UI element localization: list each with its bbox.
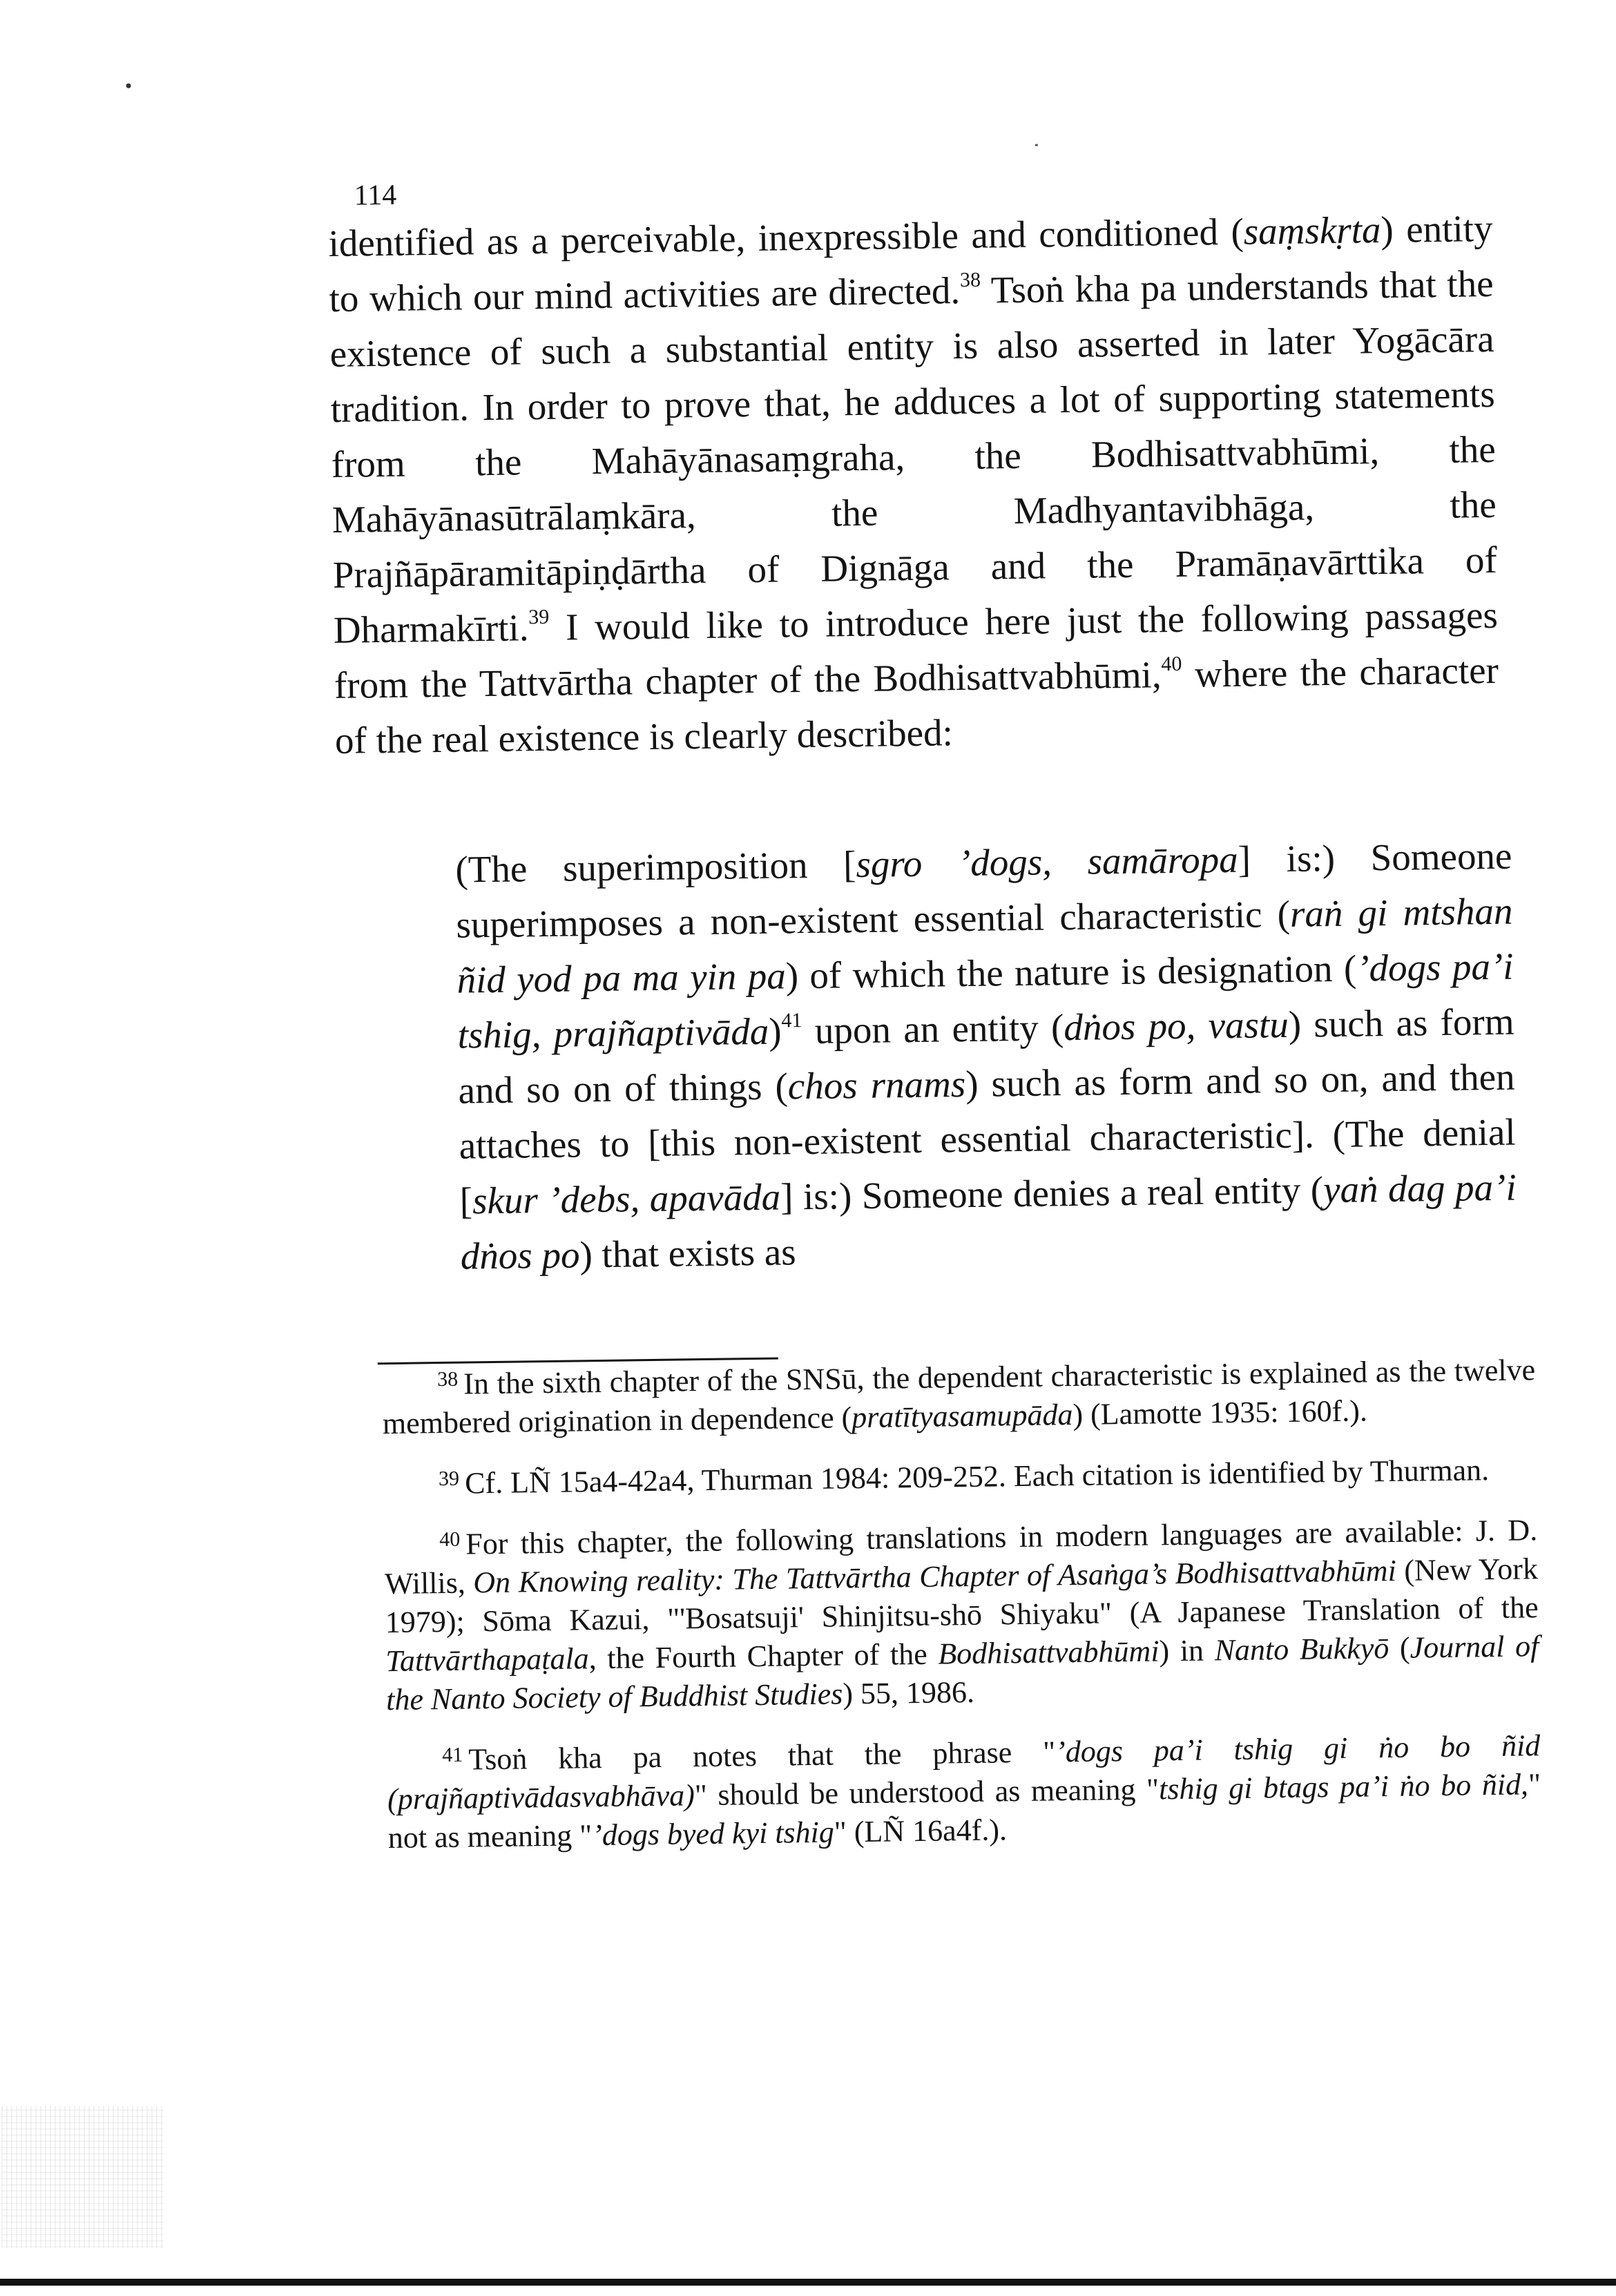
footnote-number: 39: [438, 1467, 460, 1491]
text-run: ) 55, 1986.: [842, 1675, 975, 1711]
text-run: , the Fourth Chapter of the: [588, 1637, 939, 1676]
italic-term: Journal of the Nanto Society of Buddhist Studies: [385, 1629, 1539, 1717]
text-run: (: [1388, 1630, 1410, 1666]
footnotes: [382, 1351, 1542, 1880]
text-run: Cf. LÑ 15a4-42a4, Thurman 1984: 209-252. Each citation is identified by Thurman.: [464, 1453, 1490, 1501]
text-run: Tsoṅ kha pa understands that the existence of such a substantial entity is also asserted in later Yogācāra tradition. In order to prove that, he adduces a lot of supporting statements from the Mahāyānasaṃgraha, the Bodhisattvabhūmi, the Mahāyānasūtrālaṃkāra, the Madhyantavibhāga, the Prajñāpāramitāpiṇḍārtha of Dignāga and the Pramāṇavārttika of Dharmakīrti.: [329, 262, 1498, 651]
italic-term: ’dogs byed kyi tshig: [591, 1815, 835, 1853]
text-run: (The superimposition [: [455, 843, 856, 891]
scan-speck: [126, 84, 131, 88]
text-run: ) such as form and so on, and then attaches to [this non-existent essential characteristic]. (The denial [: [459, 1055, 1516, 1222]
italic-term: yaṅ dag pa’i dṅos po: [460, 1166, 1517, 1277]
text-run: I would like to introduce here just the following passages from the Tattvārtha chapter of the Bodhisattvabhūmi,: [334, 593, 1499, 706]
italic-term: pratītyasamupāda: [851, 1398, 1073, 1435]
text-run: identified as a perceivable, inexpressible and conditioned (: [328, 210, 1244, 264]
italic-term: ’dogs pa’i tshig gi ṅo bo ñid (prajñaptivādasvabhāva): [387, 1728, 1541, 1817]
italic-term: Tattvārthapaṭala: [385, 1641, 590, 1679]
italic-term: ’dogs pa’i tshig, prajñaptivāda: [457, 945, 1514, 1057]
text-run: (New York 1979); Sōma Kazui, "'Bosatsuji' Shinjitsu-shō Shiyaku" (A Japanese Translation of the: [385, 1552, 1539, 1640]
italic-term: sgro ’dogs, samāropa: [856, 838, 1239, 886]
text-run: For this chapter, the following translations in modern languages are available: J. D. Willis,: [384, 1513, 1538, 1601]
italic-term: dṅos po, vastu: [1063, 1003, 1289, 1049]
italic-term: chos rnams: [787, 1063, 966, 1108]
footnote-40: [384, 1511, 1540, 1719]
text-run: ) (Lamotte 1935: 160f.).: [1072, 1393, 1368, 1432]
italic-term: saṃskṛta: [1243, 209, 1381, 253]
footnote-ref: 40: [1161, 652, 1182, 676]
footnote-39: [383, 1450, 1537, 1504]
text-run: where the character of the real existence is clearly described:: [334, 648, 1499, 762]
footnote-ref: 38: [959, 268, 981, 292]
text-run: ) such as form and so on of things (: [458, 1000, 1514, 1112]
text-run: ): [768, 1010, 782, 1052]
footnote-number: 41: [442, 1743, 463, 1767]
body-paragraph: [328, 201, 1499, 769]
italic-term: Bodhisattvabhūmi: [937, 1634, 1160, 1671]
text-run: ] is:) Someone denies a real entity (: [780, 1168, 1324, 1218]
scan-speck: [1035, 144, 1038, 146]
text-run: ) in: [1159, 1633, 1215, 1668]
footnote-number: 38: [436, 1367, 459, 1391]
scan-noise: [1, 2106, 164, 2248]
text-run: ] is:) Someone superimposes a non-existent essential characteristic (: [456, 834, 1512, 946]
footnote-ref: 41: [781, 1009, 802, 1032]
italic-term: Nanto Bukkyō: [1214, 1631, 1389, 1668]
italic-term: tshig gi btags pa’i ṅo bo ñid,: [1158, 1767, 1529, 1806]
italic-term: On Knowing reality: The Tattvārtha Chapter of Asaṅga’s Bodhisattvabhūmi: [473, 1553, 1397, 1600]
text-run: In the sixth chapter of the SNSū, the dependent characteristic is explained as the twelve membered origination in dependence (: [382, 1353, 1536, 1441]
footnote-text: [383, 1353, 1536, 1440]
text-run: " should be understood as meaning ": [694, 1772, 1160, 1813]
text-run: ) entity to which our mind activities are directed.: [329, 206, 1493, 320]
quote-paragraph: [455, 829, 1517, 1284]
block-quote: [455, 829, 1517, 1284]
italic-term: skur ’debs, apavāda: [472, 1175, 781, 1222]
footnote-41: [387, 1726, 1541, 1858]
text-run: ) that exists as: [579, 1231, 796, 1276]
text-run: " (LÑ 16a4f.).: [834, 1813, 1008, 1849]
footnote-number: 40: [439, 1527, 461, 1552]
scan-edge: [0, 2279, 1616, 2286]
italic-term: raṅ gi mtshan ñid yod pa ma yin pa: [456, 889, 1513, 1001]
text-run: ) of which the nature is designation (: [785, 947, 1357, 997]
footnote-text: [385, 1513, 1539, 1717]
page-number: 114: [354, 179, 397, 212]
text-run: " not as meaning ": [387, 1767, 1541, 1855]
footnote-38: [382, 1351, 1536, 1443]
body-text: [328, 201, 1499, 769]
footnote-text: [387, 1728, 1541, 1855]
footnote-ref: 39: [528, 605, 550, 629]
footnote-text: [465, 1453, 1490, 1500]
text-run: upon an entity (: [802, 1006, 1064, 1052]
text-run: Tsoṅ kha pa notes that the phrase ": [468, 1735, 1056, 1777]
